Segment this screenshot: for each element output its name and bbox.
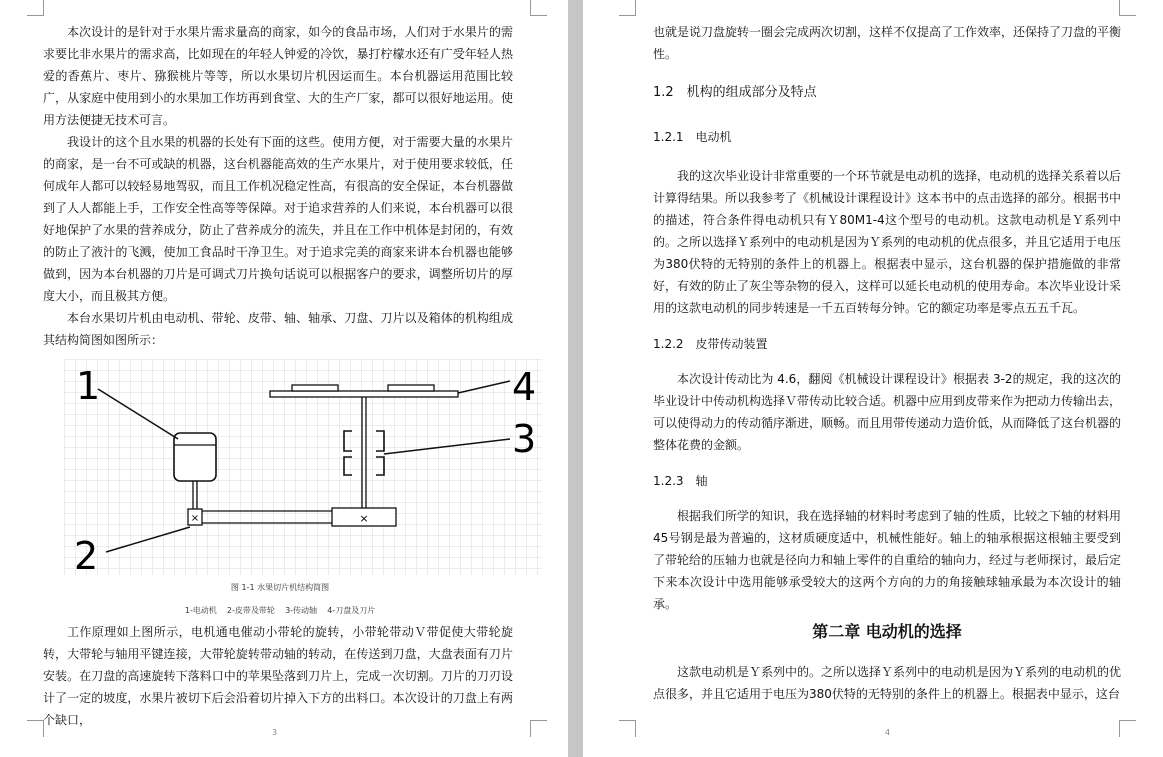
page-number: 3 — [272, 728, 278, 737]
callout-4: 4 — [512, 365, 537, 409]
crop-mark — [1119, 720, 1136, 737]
paragraph: 这款电动机是Ｙ系列中的。之所以选择Ｙ系列中的电动机是因为Ｙ系列的电动机的优点很多，并且它适用于电压为380伏特的无特别的条件上的机器上。根据表中显示，这台 — [653, 665, 1122, 701]
paragraph: 根据我们所学的知识，我在选择轴的材料时考虑到了轴的性质，比较之下轴的材料用45号钢是最为普遍的，这材质硬度适中，机械性能好。轴上的轴承根据这根轴主要受到了带轮给的压轴力也就是径向力和轴上零件的自重给的轴向力，经过与老师探讨，最后定下来本次设计中选用能够承受较大的这两个方向的力的角接触球轴承最为本次设计的轴承。 — [653, 509, 1122, 611]
right-body — [653, 21, 1121, 705]
left-body-bottom — [43, 621, 513, 731]
paragraph: 我的这次毕业设计非常重要的一个环节就是电动机的选择，电动机的选择关系着以后计算得结果。所以我参考了《机械设计课程设计》这本书中的点击选择的部分。根据书中的描述，符合条件得电动机只有Ｙ80M1-4这个型号的电动机。这款电动机是Ｙ系列中的。之所以选择Ｙ系列中的电动机是因为Ｙ系列的电动机的优点很多，并且它适用于电压为380伏特的无特别的条件上的机器上。根据表中显示，这台机器的保护措施做的非常好，有效的防止了灰尘等杂物的侵入，这样可以延长电动机的使用寿命。本次毕业设计采用的这款电动机的同步转速是一千五百转每分钟。它的额定功率是零点五五千瓦。 — [653, 169, 1122, 315]
crop-mark — [619, 720, 636, 737]
figure-legend: 1-电动机 2-皮带及带轮 3-传动轴 4-刀盘及刀片 — [184, 606, 376, 615]
subsection-heading: 1.2.3 轴 — [653, 474, 708, 488]
callout-1: 1 — [76, 364, 101, 408]
small-pulley-mark: × — [190, 513, 200, 524]
document-page-right — [583, 0, 1163, 757]
document-page-left — [0, 0, 568, 757]
callout-2: 2 — [74, 534, 99, 575]
crop-mark — [530, 720, 547, 737]
blade — [388, 385, 434, 391]
paragraph: 本台水果切片机由电动机、带轮、皮带、轴、轴承、刀盘、刀片以及箱体的机构组成其结构简图如图所示： — [43, 311, 513, 347]
paragraph: 我设计的这个且水果的机器的长处有下面的这些。使用方便，对于需要大量的水果片的商家，是一台不可或缺的机器，这台机器能高效的生产水果片，对于使用要求较低，任何成年人都可以较轻易地驾驭，而且工作机况稳定性高，有很高的安全保证，本台机器做到了人人都能上手，工作安全性高等等保障。对于追求营养的人们来说，本台机器可以很好地保护了水果的营养成分，防止了营养成分的流失，并且在工作中机体是封闭的，有效的防止了液汁的飞溅，使加工食品时干净卫生。对于追求完美的商家来讲本台机器也能够做到，因为本台机器的刀片是可调式刀片换句话说可以根据客户的要求，调整所切片的厚度大小，而且极其方便。 — [43, 135, 513, 303]
crop-mark — [619, 0, 636, 16]
blade — [292, 385, 338, 391]
crop-mark — [530, 0, 547, 16]
paragraph: 本次设计的是针对于水果片需求量高的商家，如今的食品市场，人们对于水果片的需求要比非水果片的需求高，比如现在的年轻人钟爱的冷饮，暴打柠檬水还有广受年轻人热爱的香蕉片、枣片、猕猴桃片等等，所以水果切片机因运而生。本台机器运用范围比较广，从家庭中使用到小的水果加工作坊再到食堂、大的生产厂家，都可以很好地运用。使用方法便捷无技术可言。 — [43, 25, 513, 127]
chapter-title: 第二章 电动机的选择 — [812, 622, 962, 641]
large-pulley-mark: × — [359, 512, 369, 525]
structure-diagram — [64, 359, 542, 575]
crop-mark — [27, 0, 44, 16]
cutter-disc — [270, 391, 458, 397]
left-body-top — [43, 21, 513, 351]
crop-mark — [1119, 0, 1136, 16]
figure-caption: 图 1-1 水果切片机结构简图 — [230, 583, 330, 592]
page-gutter — [568, 0, 583, 757]
paragraph: 本次设计传动比为 4.6，翻阅《机械设计课程设计》根据表 3-2的规定，我的这次的毕业设计中传动机构选择Ｖ带传动比较合适。机器中应用到皮带来作为把动力传输出去，可以使得动力的传动循序渐进，顺畅。而且用带传递动力造价低，从而降低了这台机器的整体花费的金额。 — [653, 372, 1122, 452]
crop-mark — [27, 720, 44, 737]
section-heading: 1.2 机构的组成部分及特点 — [653, 85, 817, 100]
subsection-heading: 1.2.2 皮带传动装置 — [653, 337, 768, 351]
motor — [174, 433, 216, 481]
page-number: 4 — [885, 728, 891, 737]
paragraph: 也就是说刀盘旋转一圈会完成两次切割，这样不仅提高了工作效率，还保持了刀盘的平衡性。 — [653, 25, 1122, 61]
callout-3: 3 — [512, 417, 537, 461]
subsection-heading: 1.2.1 电动机 — [653, 130, 732, 144]
paragraph: 工作原理如上图所示，电机通电催动小带轮的旋转，小带轮带动Ｖ带促使大带轮旋转，大带轮与轴用平键连接，大带轮旋转带动轴的转动，在传送到刀盘，大盘表面有刀片安装。在刀盘的高速旋转下落料口中的苹果坠落到刀片上，完成一次切割。刀片的刀刃设计了一定的坡度，水果片被切下后会沿着切片掉入下方的出料口。本次设计的刀盘上有两个缺口， — [43, 625, 513, 727]
